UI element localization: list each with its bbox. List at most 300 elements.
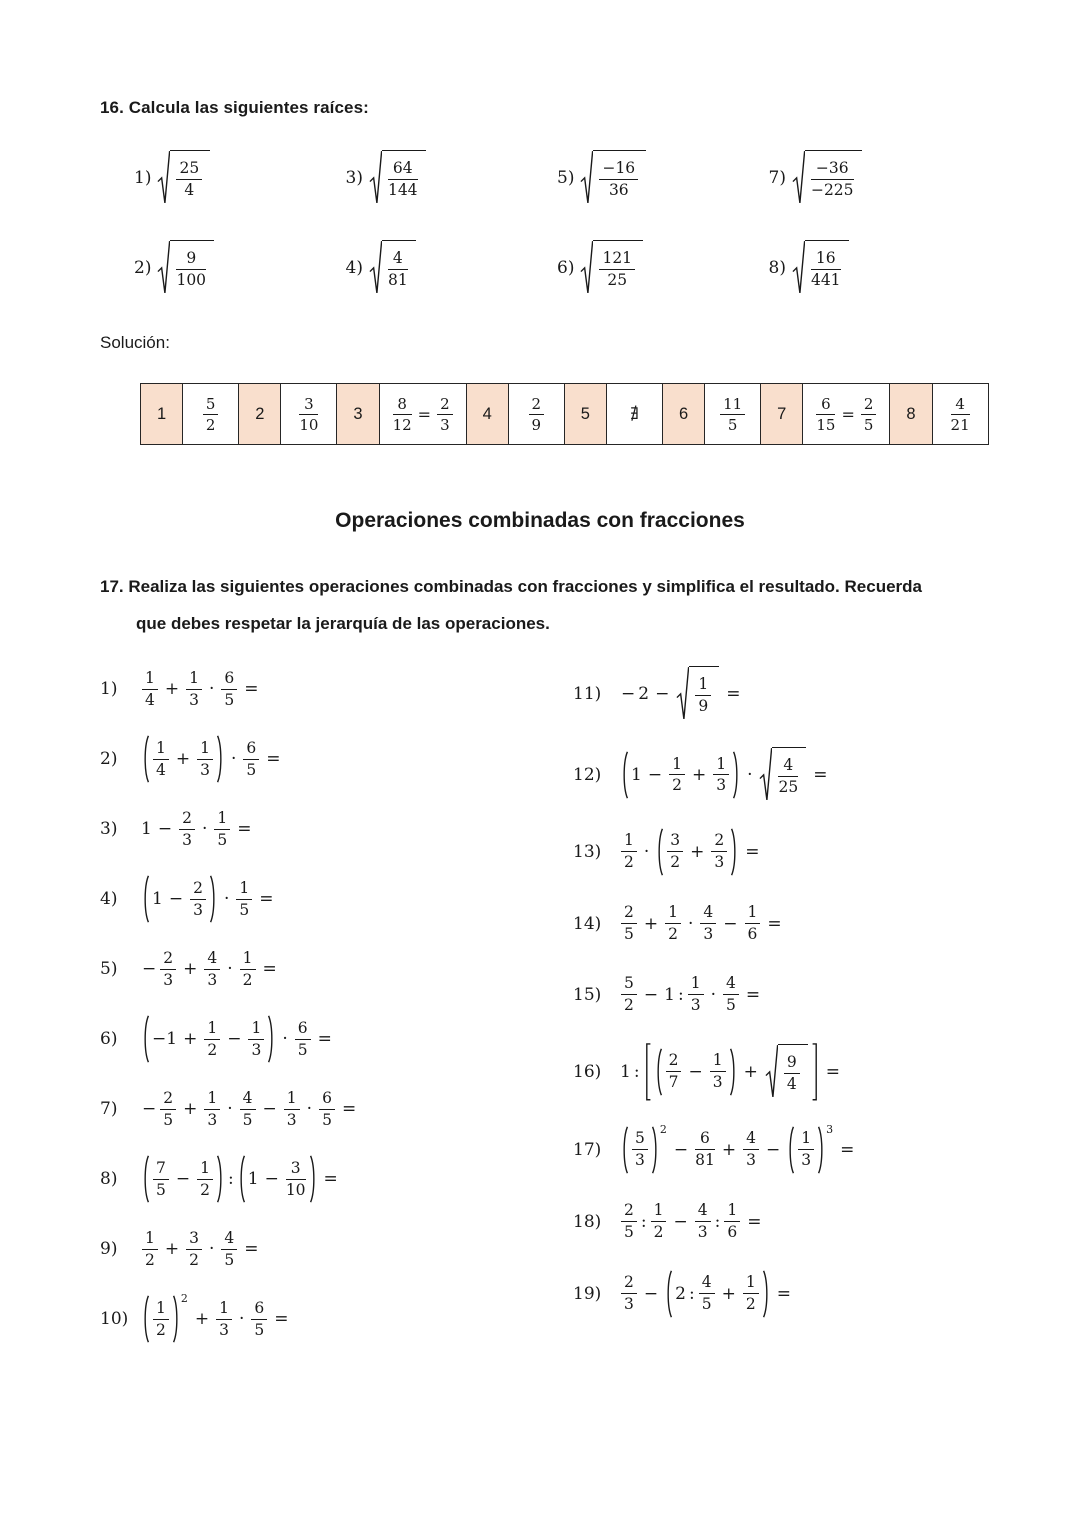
operator: = [274, 1309, 289, 1330]
problem-label: 11) [573, 684, 602, 705]
fraction [393, 395, 412, 435]
fraction [221, 1229, 237, 1270]
operator: = [840, 1139, 855, 1160]
fraction [529, 395, 545, 435]
operator: − [643, 1283, 659, 1304]
operator: : [677, 984, 684, 1005]
problem-row [573, 972, 980, 1018]
denominator: 2 [668, 925, 678, 944]
problem-label: 2) [100, 749, 118, 770]
fraction [203, 395, 219, 435]
solution-index-cell: 4 [466, 384, 508, 445]
denominator: 5 [727, 415, 738, 434]
operator: − [723, 913, 738, 934]
denominator: 81 [387, 270, 408, 289]
numerator: 1 [621, 831, 637, 852]
group-body [664, 828, 730, 876]
problem-label: 6) [557, 257, 575, 278]
denominator: 2 [205, 415, 216, 434]
operator: · [209, 679, 215, 700]
fraction [388, 159, 418, 200]
fraction [710, 1051, 726, 1092]
numerator: 4 [695, 1201, 711, 1222]
open-fence-icon [142, 735, 150, 783]
numerator: 11 [720, 395, 745, 415]
numerator: 6 [319, 1089, 335, 1110]
problem-expression [619, 666, 745, 722]
fraction [284, 1089, 300, 1130]
paren-group [238, 1155, 317, 1203]
denominator: 3 [801, 1151, 812, 1170]
close-fence-icon [216, 1155, 224, 1203]
operator: = [745, 984, 761, 1005]
operator: + [743, 1061, 758, 1082]
numerator: 1 [745, 903, 761, 924]
problem-row [100, 1292, 573, 1343]
problem-label: 16) [573, 1061, 602, 1082]
numerator: 6 [243, 739, 259, 760]
numerator: 4 [699, 1273, 715, 1294]
fraction [248, 1019, 264, 1060]
denominator: 7 [668, 1073, 679, 1092]
operator: + [183, 959, 198, 980]
operator: + [643, 913, 659, 934]
square-root [676, 666, 719, 722]
denominator: 4 [786, 1074, 797, 1093]
radicand [805, 150, 862, 206]
denominator: 3 [624, 1295, 634, 1314]
operator: − [142, 1099, 157, 1120]
root-problem [346, 240, 558, 296]
denominator: 10 [299, 415, 319, 434]
fraction [665, 903, 681, 944]
operator: · [239, 1309, 245, 1330]
fraction [951, 395, 970, 435]
denominator: 4 [145, 690, 155, 709]
operator: : [633, 1061, 640, 1082]
problem-label: 9) [100, 1239, 118, 1260]
numerator: 9 [176, 249, 206, 270]
denominator: 15 [816, 415, 836, 434]
problem-label: 19) [573, 1283, 602, 1304]
denominator: 5 [863, 415, 874, 434]
exponent: 3 [826, 1122, 834, 1136]
fraction [599, 159, 638, 200]
group-body [629, 1126, 651, 1174]
operator: · [282, 1029, 288, 1050]
problems-column-right [573, 666, 980, 1342]
fraction [621, 1273, 637, 1314]
fraction [798, 1129, 814, 1170]
operator: = [323, 1169, 338, 1190]
operator: + [164, 679, 180, 700]
problem-expression [619, 828, 765, 876]
problem-label: 1) [134, 167, 152, 188]
problem-expression [578, 240, 645, 296]
denominator: 3 [440, 415, 450, 434]
operator: + [183, 1029, 198, 1050]
group-body [673, 1270, 762, 1318]
fraction [695, 675, 711, 716]
denominator: 3 [716, 776, 727, 795]
open-fence-icon [644, 1043, 652, 1101]
solution-table-row [141, 384, 989, 445]
paren-group [621, 1122, 667, 1174]
operator: = [745, 841, 760, 862]
solution-answer-cell [705, 384, 761, 445]
problem-label: 15) [573, 984, 602, 1005]
solution-index-cell: 7 [761, 384, 803, 445]
roots-grid [134, 150, 980, 295]
denominator: 5 [246, 760, 257, 779]
fraction [700, 903, 716, 944]
fraction [142, 1229, 158, 1270]
numerator: 5 [632, 1129, 648, 1150]
problem-label: 17) [573, 1139, 602, 1160]
numerator: 4 [743, 1129, 759, 1150]
denominator: 5 [624, 925, 634, 944]
solution-answer-cell [932, 384, 988, 445]
problem-expression [619, 903, 787, 944]
problem-row [100, 946, 573, 992]
close-fence-icon [729, 1048, 737, 1096]
fraction [388, 249, 408, 290]
number: 1 [152, 889, 163, 910]
radical-icon [157, 240, 170, 296]
number: −1 [152, 1029, 178, 1050]
problem-expression [367, 150, 428, 206]
denominator: 3 [163, 970, 174, 989]
bracket-group [644, 1043, 819, 1101]
paren-group [142, 1155, 224, 1203]
numerator: 2 [711, 831, 727, 852]
denominator: 81 [695, 1151, 715, 1170]
numerator: 1 [248, 1019, 264, 1040]
numerator: 3 [286, 1159, 306, 1180]
fraction [599, 249, 635, 290]
operator: = [767, 913, 782, 934]
numerator: 6 [251, 1299, 267, 1320]
fraction [176, 249, 206, 290]
denominator: 9 [531, 415, 542, 434]
number: 1 [247, 1169, 259, 1190]
problem-expression [619, 1122, 859, 1174]
numerator: 1 [688, 974, 704, 995]
root-problem [769, 240, 981, 296]
radical-icon [580, 150, 593, 206]
numerator: 1 [713, 755, 729, 776]
solution-index-cell: 3 [337, 384, 379, 445]
numerator: 2 [160, 949, 176, 970]
section-17-heading: Operaciones combinadas con fracciones [335, 509, 745, 533]
operator: = [825, 1061, 840, 1082]
denominator: 3 [746, 1151, 756, 1170]
operator: = [262, 959, 277, 980]
denominator: 3 [193, 900, 203, 919]
fraction [160, 1089, 176, 1130]
number: ∄ [630, 404, 639, 424]
denominator: 2 [145, 1250, 155, 1269]
denominator: 5 [254, 1320, 265, 1339]
number: 1 [631, 764, 642, 785]
problem-expression [790, 240, 851, 296]
close-fence-icon [216, 735, 224, 783]
group-body [246, 1155, 309, 1203]
fraction [214, 809, 230, 850]
square-root [580, 240, 643, 296]
radicand [170, 150, 210, 206]
radical-icon [792, 240, 805, 296]
problem-expression [619, 1270, 796, 1318]
numerator: 2 [190, 879, 206, 900]
radical-icon [580, 240, 593, 296]
fraction [176, 159, 202, 200]
denominator: 3 [703, 925, 714, 944]
radicand [382, 240, 416, 296]
open-fence-icon [238, 1155, 246, 1203]
fraction [745, 903, 761, 944]
paren-group [142, 735, 224, 783]
solution-answer [201, 395, 221, 435]
close-fence-icon [651, 1126, 659, 1174]
denominator: 3 [182, 830, 192, 849]
problems-column-left [100, 666, 573, 1366]
operator: = [747, 1211, 762, 1232]
denominator: 6 [747, 925, 758, 944]
close-fence-icon [309, 1155, 317, 1203]
problem-row [100, 1086, 573, 1132]
denominator: 5 [242, 1110, 253, 1129]
numerator: 1 [669, 755, 685, 776]
solution-answer-cell [803, 384, 890, 445]
denominator: 36 [608, 180, 629, 199]
numerator: 2 [437, 395, 453, 415]
numerator: 6 [295, 1019, 311, 1040]
operator: = [341, 1099, 357, 1120]
fraction [186, 1229, 202, 1270]
fraction [197, 1159, 213, 1200]
operator: = [726, 684, 741, 705]
solution-index-cell: 1 [141, 384, 183, 445]
fraction [621, 831, 637, 872]
number: 1 [664, 984, 675, 1005]
denominator: 5 [156, 1180, 166, 1199]
numerator: 1 [204, 1019, 220, 1040]
section-17-title-line2: que debes respetar la jerarquía de las operaciones. [136, 614, 550, 634]
fraction [695, 1201, 711, 1242]
numerator: 4 [700, 903, 716, 924]
problem-expression [140, 875, 278, 923]
fraction [743, 1129, 759, 1170]
denominator: 25 [778, 777, 799, 796]
section-17-title-line1: 17. Realiza las siguientes operaciones combinadas con fracciones y simplifica el resultado. Recuerda [100, 577, 922, 597]
number: 1 [141, 819, 152, 840]
open-fence-icon [655, 1048, 663, 1096]
close-fence-icon [172, 1295, 180, 1343]
paren-group [142, 1015, 275, 1063]
fraction [713, 755, 729, 796]
numerator: 16 [811, 249, 841, 270]
close-fence-icon [730, 828, 738, 876]
denominator: 3 [286, 1110, 297, 1129]
problem-label: 14) [573, 913, 602, 934]
square-root [157, 240, 214, 296]
problem-expression [367, 240, 418, 296]
fraction [651, 1201, 667, 1242]
operator: · [227, 959, 233, 980]
solution-answer-cell [606, 384, 662, 445]
denominator: 3 [714, 853, 725, 872]
operator: − [673, 1139, 689, 1160]
operator: · [710, 984, 716, 1005]
fraction [153, 1299, 169, 1340]
numerator: 1 [142, 1229, 158, 1250]
problem-row [573, 1270, 980, 1318]
fraction [240, 1089, 256, 1130]
problem-row [100, 875, 573, 923]
problem-row [573, 1043, 980, 1101]
operator: = [776, 1283, 791, 1304]
operator: − [655, 684, 670, 705]
problem-label: 3) [100, 819, 118, 840]
group-body [150, 875, 209, 923]
operator: : [640, 1211, 647, 1232]
numerator: 7 [153, 1159, 169, 1180]
radical-icon [676, 666, 689, 722]
denominator: 5 [725, 996, 736, 1015]
operator: : [688, 1283, 695, 1304]
numerator: 9 [784, 1053, 800, 1074]
number: 2 [675, 1283, 686, 1304]
problem-expression [790, 150, 864, 206]
denominator: 3 [189, 690, 199, 709]
root-problem [557, 240, 769, 296]
problem-expression [155, 150, 212, 206]
fraction [153, 739, 169, 780]
close-fence-icon [817, 1126, 825, 1174]
denominator: 5 [297, 1040, 308, 1059]
problem-row [100, 1155, 573, 1203]
denominator: 3 [200, 760, 210, 779]
fraction [299, 395, 318, 435]
denominator: 2 [242, 970, 253, 989]
fraction [711, 831, 727, 872]
problem-label: 7) [100, 1099, 118, 1120]
square-root [369, 240, 416, 296]
fraction [811, 249, 841, 290]
radicand [382, 150, 426, 206]
solution-answer [814, 395, 878, 435]
close-fence-icon [267, 1015, 275, 1063]
solution-answer [629, 404, 640, 423]
problems-columns [100, 666, 980, 1366]
problem-row [573, 901, 980, 947]
numerator: 1 [743, 1273, 759, 1294]
problem-expression [140, 1229, 264, 1270]
solution-answer [391, 395, 455, 435]
operator: · [209, 1239, 215, 1260]
fraction [216, 1299, 232, 1340]
denominator: 5 [163, 1110, 174, 1129]
square-root [157, 150, 210, 206]
operator: = [841, 404, 855, 424]
numerator: 8 [393, 395, 412, 415]
root-problem [557, 150, 769, 206]
fraction [621, 903, 637, 944]
radical-icon [792, 150, 805, 206]
group-body [663, 1048, 729, 1096]
operator: = [813, 764, 828, 785]
numerator: −36 [811, 159, 854, 180]
numerator: 1 [153, 739, 169, 760]
denominator: 3 [635, 1151, 645, 1170]
operator: + [175, 749, 191, 770]
radicand [593, 150, 646, 206]
open-fence-icon [665, 1270, 673, 1318]
operator: = [237, 819, 252, 840]
radicand [170, 240, 214, 296]
operator: = [244, 679, 259, 700]
fraction [632, 1129, 648, 1170]
denominator: 2 [624, 853, 634, 872]
operator: − [765, 1139, 781, 1160]
numerator: 2 [621, 1201, 637, 1222]
solution-label: Solución: [100, 333, 170, 353]
numerator: 2 [179, 809, 195, 830]
fraction [720, 395, 745, 435]
solution-answer [527, 395, 547, 435]
fraction [240, 949, 256, 990]
close-fence-icon [811, 1043, 819, 1101]
numerator: 1 [153, 1299, 169, 1320]
numerator: 1 [665, 903, 681, 924]
problem-expression [578, 150, 648, 206]
section-17-title [100, 577, 980, 634]
denominator: 2 [156, 1320, 166, 1339]
root-problem [134, 240, 346, 296]
group-body [795, 1126, 817, 1174]
numerator: 3 [299, 395, 318, 415]
number: 1 [620, 1061, 631, 1082]
fraction [179, 809, 195, 850]
problem-row [573, 828, 980, 876]
radicand [772, 747, 806, 803]
numerator: 5 [621, 974, 637, 995]
problem-row [100, 666, 573, 712]
numerator: 1 [710, 1051, 726, 1072]
numerator: 1 [197, 739, 213, 760]
operator: − [264, 1169, 279, 1190]
problem-expression [619, 1043, 845, 1101]
group-body [652, 1043, 811, 1101]
solution-answer [297, 395, 320, 435]
numerator: 2 [621, 903, 637, 924]
square-root [792, 150, 862, 206]
section-16-title: 16. Calcula las siguientes raíces: [100, 98, 369, 117]
number: 2 [638, 684, 650, 705]
fraction [816, 395, 835, 435]
open-fence-icon [656, 828, 664, 876]
open-fence-icon [621, 751, 629, 799]
paren-group [142, 875, 217, 923]
problem-label: 5) [557, 167, 575, 188]
fraction [204, 1019, 220, 1060]
paren-group [787, 1122, 834, 1174]
denominator: 100 [176, 270, 207, 289]
numerator: 1 [695, 675, 711, 696]
denominator: 2 [207, 1040, 218, 1059]
operator: = [259, 889, 274, 910]
